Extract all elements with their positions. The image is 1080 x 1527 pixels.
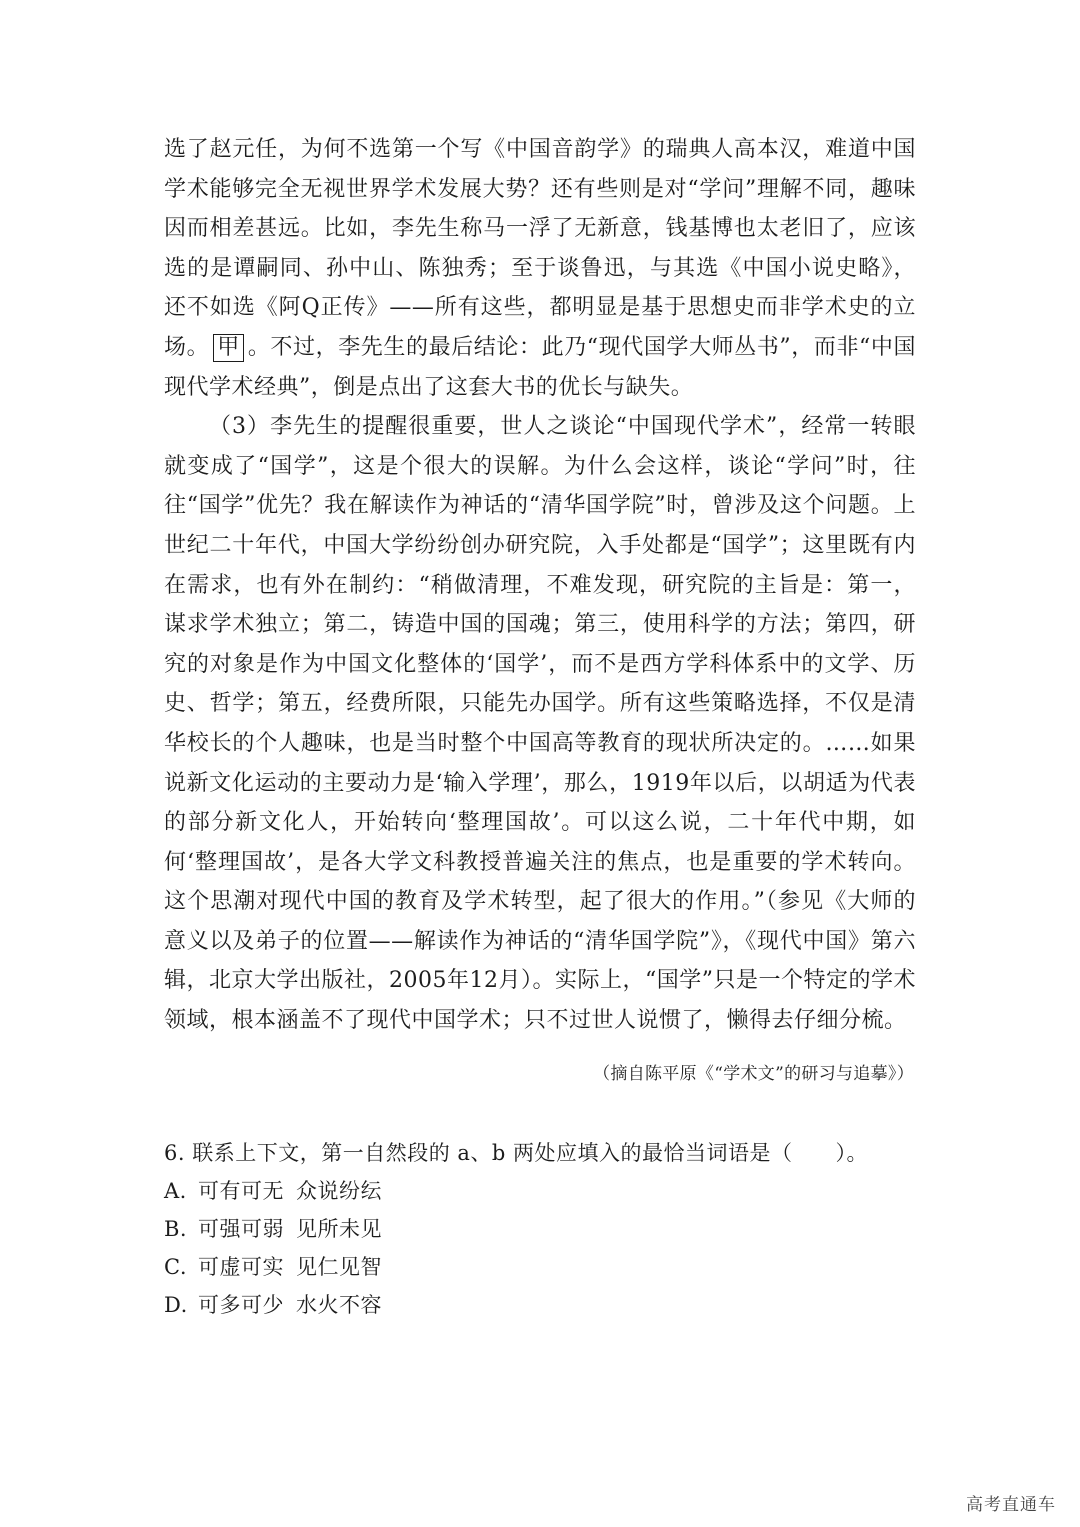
option-word-1: 可多可少	[198, 1293, 284, 1317]
passage-paragraph-2: （3）李先生的提醒很重要，世人之谈论“中国现代学术”，经常一转眼就变成了“国学”，这是个很大的误解。为什么会这样，谈论“学问”时，往往“国学”优先？我在解读作为神话的“清华国学院”时，曾涉及这个问题。上世纪二十年代，中国大学纷纷创办研究院，入手处都是“国学”；这里既有内在需求，也有外在制约：“稍做清理，不难发现，研究院的主旨是：第一，谋求学术独立；第二，铸造中国的国魂；第三，使用科学的方法；第四，研究的对象是作为中国文化整体的‘国学’，而不是西方学科体系中的文学、历史、哲学；第五，经费所限，只能先办国学。所有这些策略选择，不仅是清华校长的个人趣味，也是当时整个中国高等教育的现状所决定的。……如果说新文化运动的主要动力是‘输入学理’，那么，1919年以后，以胡适为代表的部分新文化人，开始转向‘整理国故’。可以这么说，二十年代中期，如何‘整理国故’，是各大学文科教授普遍关注的焦点，也是重要的学术转向。这个思潮对现代中国的教育及学术转型，起了很大的作用。”（参见《大师的意义以及弟子的位置——解读作为神话的“清华国学院”》，《现代中国》第六辑，北京大学出版社，2005年12月）。实际上，“国学”只是一个特定的学术领域，根本涵盖不了现代中国学术；只不过世人说惯了，懒得去仔细分梳。	[164, 414, 916, 1034]
option-word-2: 众说纷纭	[296, 1179, 382, 1203]
option-word-2: 见仁见智	[296, 1255, 382, 1279]
source-citation: （摘自陈平原《“学术文”的研习与追摹》）	[593, 1064, 914, 1084]
option-word-2: 见所未见	[296, 1217, 382, 1241]
option-word-1: 可有可无	[198, 1179, 284, 1203]
option-a[interactable]	[164, 1172, 924, 1210]
option-word-2: 水火不容	[296, 1293, 382, 1317]
option-letter: D.	[164, 1293, 188, 1317]
question-stem: 6. 联系上下文，第一自然段的 a、b 两处应填入的最恰当词语是（ ）。	[164, 1141, 869, 1165]
reading-passage	[164, 130, 916, 1041]
question-6	[164, 1134, 924, 1324]
option-d[interactable]	[164, 1286, 924, 1324]
passage-paragraph-1	[164, 130, 916, 407]
option-letter: A.	[164, 1179, 187, 1203]
option-word-1: 可虚可实	[198, 1255, 284, 1279]
option-letter: C.	[164, 1255, 187, 1279]
option-c[interactable]	[164, 1248, 924, 1286]
option-letter: B.	[164, 1217, 188, 1241]
paragraph-1-text-after-box: 。不过，李先生的最后结论：此乃“现代国学大师丛书”，而非“中国现代学术经典”，倒是点出了这套大书的优长与缺失。	[164, 334, 916, 400]
watermark-label: 高考直通车	[966, 1495, 1056, 1515]
blank-box-jia: 甲	[213, 334, 244, 362]
option-b[interactable]	[164, 1210, 924, 1248]
paragraph-1-text-before-box: 选了赵元任，为何不选第一个写《中国音韵学》的瑞典人高本汉，难道中国学术能够完全无视世界学术发展大势？还有些则是对“学问”理解不同，趣味因而相差甚远。比如，李先生称马一浮了无新意，钱基博也太老旧了，应该选的是谭嗣同、孙中山、陈独秀；至于谈鲁迅，与其选《中国小说史略》，还不如选《阿Q正传》——所有这些，都明显是基于思想史而非学术史的立场。	[164, 137, 916, 360]
option-word-1: 可强可弱	[198, 1217, 284, 1241]
